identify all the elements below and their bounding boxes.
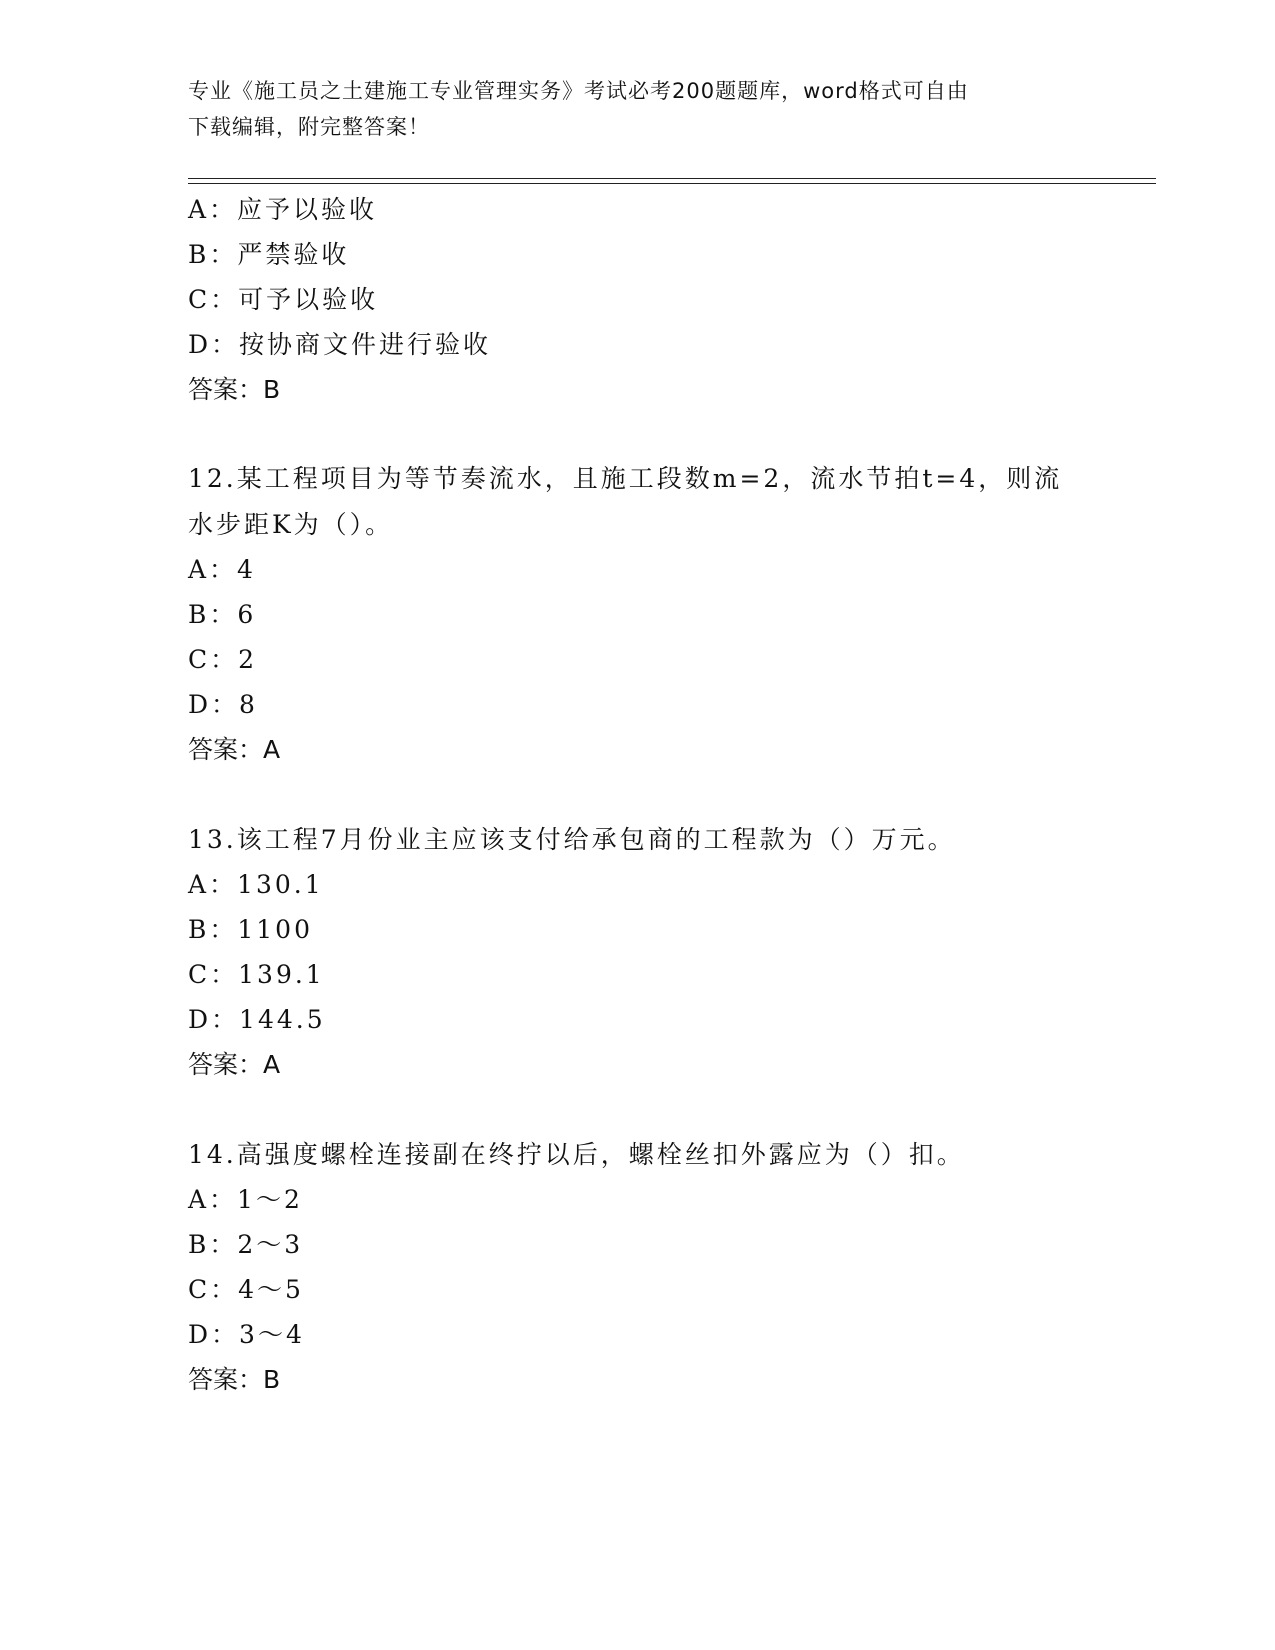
option-b: B：严禁验收 <box>188 240 350 269</box>
option-d: D：8 <box>188 690 258 719</box>
header-title-line1: 专业《施工员之土建施工专业管理实务》考试必考200题题库，word格式可自由 <box>188 79 969 103</box>
option-a: A：4 <box>188 555 256 584</box>
answer-line: 答案：A <box>188 1050 281 1079</box>
answer-line: 答案：B <box>188 375 281 404</box>
option-a: A：130.1 <box>188 870 324 899</box>
header-title-line2: 下载编辑，附完整答案！ <box>188 115 430 139</box>
document-header <box>188 73 1068 145</box>
question-stem: 14.高强度螺栓连接副在终拧以后，螺栓丝扣外露应为（）扣。 <box>188 1140 965 1169</box>
option-b: B：2～3 <box>188 1230 304 1259</box>
option-c: C：2 <box>188 645 258 674</box>
option-c: C：139.1 <box>188 960 325 989</box>
answer-line: 答案：A <box>188 735 281 764</box>
answer-line: 答案：B <box>188 1365 281 1394</box>
option-d: D：3～4 <box>188 1320 305 1349</box>
header-divider-bottom <box>188 183 1156 184</box>
option-d: D：按协商文件进行验收 <box>188 330 492 359</box>
header-divider-top <box>188 178 1156 179</box>
option-a: A：1～2 <box>188 1185 303 1214</box>
question-stem: 13.该工程7月份业主应该支付给承包商的工程款为（）万元。 <box>188 825 956 854</box>
option-c: C：4～5 <box>188 1275 304 1304</box>
option-a: A：应予以验收 <box>188 195 378 224</box>
option-d: D：144.5 <box>188 1005 326 1034</box>
question-stem: 12.某工程项目为等节奏流水，且施工段数m=2，流水节拍t=4，则流水步距K为（）。 <box>188 464 1063 539</box>
option-b: B：6 <box>188 600 257 629</box>
option-c: C：可予以验收 <box>188 285 379 314</box>
option-b: B：1100 <box>188 915 313 944</box>
